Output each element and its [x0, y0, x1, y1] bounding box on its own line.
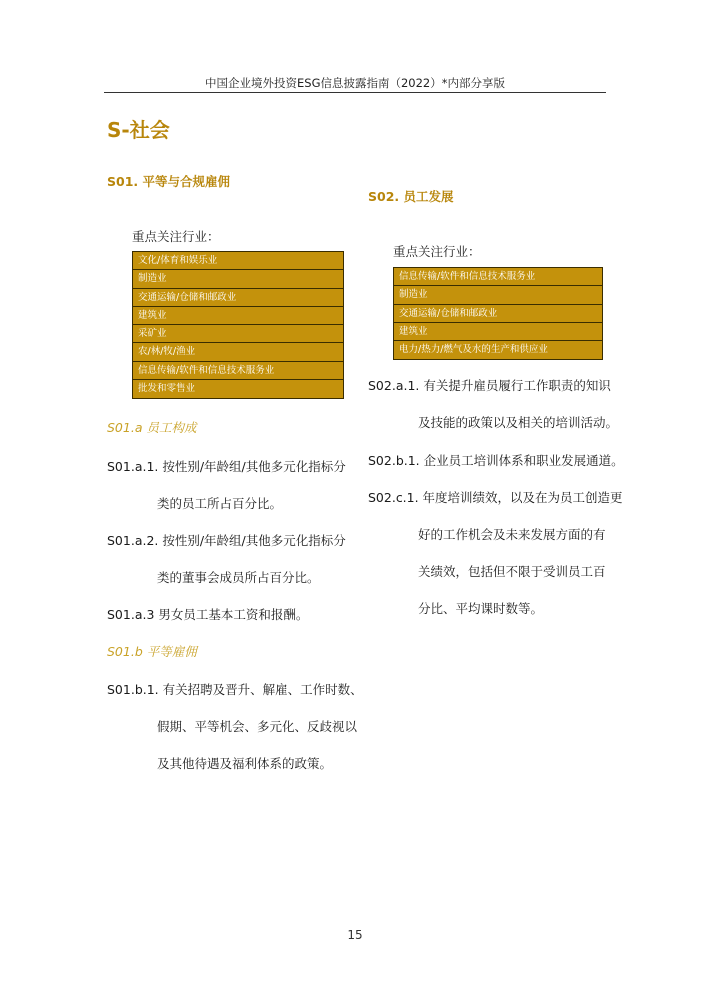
industry-cell: 制造业 — [133, 270, 343, 288]
industry-cell: 信息传输/软件和信息技术服务业 — [394, 268, 602, 286]
s01b-subheading: S01.b 平等雇佣 — [107, 644, 197, 659]
s01a3-text: S01.a.3 男女员工基本工资和报酬。 — [107, 607, 309, 622]
page-number: 15 — [347, 928, 363, 942]
industry-cell: 电力/热力/燃气及水的生产和供应业 — [399, 344, 548, 356]
industry-cell: 采矿业 — [133, 325, 343, 343]
s01a2-text-cont: 类的董事会成员所占百分比。 — [157, 570, 320, 585]
s02-focus-label: 重点关注行业： — [393, 244, 481, 259]
s01-heading: S01. 平等与合规雇佣 — [107, 174, 230, 189]
s01b1-text: S01.b.1. 有关招聘及晋升、解雇、工作时数、 — [107, 682, 363, 697]
industry-cell: 交通运输/仓储和邮政业 — [133, 289, 343, 307]
s01b1-text-cont2: 及其他待遇及福利体系的政策。 — [157, 756, 333, 771]
industry-cell: 交通运输/仓储和邮政业 — [394, 305, 602, 323]
s02c1-text-cont: 好的工作机会及未来发展方面的有 — [418, 527, 606, 542]
s02-heading: S02. 员工发展 — [368, 189, 454, 204]
running-header: 中国企业境外投资ESG信息披露指南（2022）*内部分享版 — [205, 76, 505, 90]
industry-cell: 农/林/牧/渔业 — [133, 343, 343, 361]
s02c1-text: S02.c.1. 年度培训绩效，以及在为员工创造更 — [368, 490, 623, 505]
industry-cell: 建筑业 — [394, 323, 602, 341]
s02a1-text-cont: 及技能的政策以及相关的培训活动。 — [418, 415, 619, 430]
header-rule — [104, 92, 606, 93]
industry-cell: 文化/体育和娱乐业 — [133, 252, 343, 270]
industry-cell: 制造业 — [394, 286, 602, 304]
s01a1-text-cont: 类的员工所占百分比。 — [157, 496, 283, 511]
industry-cell: 批发和零售业 — [138, 383, 196, 395]
s01-focus-label: 重点关注行业： — [132, 229, 220, 244]
s01a2-text: S01.a.2. 按性别/年龄组/其他多元化指标分 — [107, 533, 346, 548]
section-title: S-社会 — [107, 118, 170, 142]
s01b1-text-cont: 假期、平等机会、多元化、反歧视以 — [157, 719, 358, 734]
s02a1-text: S02.a.1. 有关提升雇员履行工作职责的知识 — [368, 378, 611, 393]
s01-industry-table — [132, 251, 344, 399]
s01a-subheading: S01.a 员工构成 — [107, 420, 197, 435]
industry-cell: 建筑业 — [133, 307, 343, 325]
s01a1-text: S01.a.1. 按性别/年龄组/其他多元化指标分 — [107, 459, 346, 474]
s02b1-text: S02.b.1. 企业员工培训体系和职业发展通道。 — [368, 453, 624, 468]
s02c1-text-cont3: 分比、平均课时数等。 — [418, 601, 544, 616]
s02-industry-table — [393, 267, 603, 360]
industry-cell: 信息传输/软件和信息技术服务业 — [133, 362, 343, 380]
s02c1-text-cont2: 关绩效，包括但不限于受训员工百 — [418, 564, 606, 579]
